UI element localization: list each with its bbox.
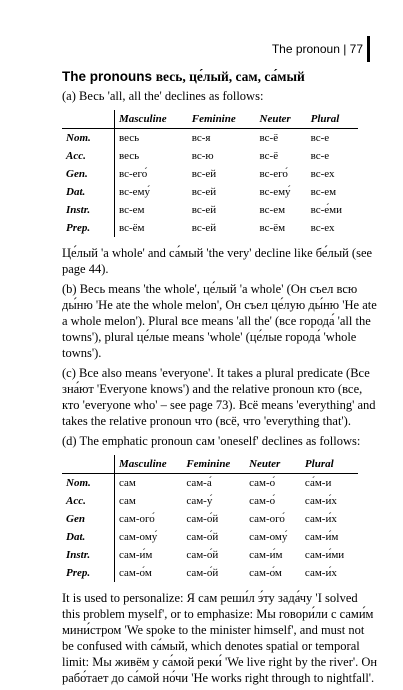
table-ves-declension — [62, 110, 358, 237]
table-header-cell: Plural — [307, 110, 358, 129]
table-cell: вс-ех — [310, 168, 335, 180]
case-label: Instr. — [62, 546, 115, 564]
case-label: Gen. — [62, 165, 115, 183]
running-head — [272, 36, 370, 62]
table-header-cell: Neuter — [245, 455, 301, 474]
table-cell: весь — [119, 150, 140, 162]
paragraph-a: (a) Весь 'all, all the' declines as follows: — [62, 89, 264, 103]
paragraph-d: (d) The emphatic pronoun сам 'oneself' declines as follows: — [62, 434, 361, 448]
table-cell: вс-ю — [191, 150, 214, 162]
table-cell: вс-е — [310, 150, 330, 162]
table-row — [62, 492, 358, 510]
table-header-cell: Feminine — [188, 110, 256, 129]
table-header-cell: Feminine — [182, 455, 245, 474]
table-cell: вс-ей — [191, 222, 217, 234]
table-cell: вс-его́ — [119, 168, 148, 180]
paragraph-final: It is used to personalize: Я сам реши́л э́ту зада́чу 'I solved this problem myself', or to emphasize: Мы говори́ли с сами́м мини́стром 'We spoke to the minister himself', and must not be confused with са́мый, which denotes spatial or temporal limit: Мы живём у са́мой реки́ 'We live right by the river'. Он рабо́тает до са́мой но́чи 'He works right through to nightfall'. — [62, 591, 378, 685]
table-row — [62, 546, 358, 564]
table-cell: вс-е́ми — [310, 204, 342, 216]
table-cell: вс-ему́ — [119, 186, 151, 198]
table-cell: вс-ей — [191, 204, 217, 216]
table-cell: вс-ем — [119, 204, 145, 216]
table-cell: сам-у́ — [186, 495, 213, 507]
table-cell: вс-ё — [259, 132, 279, 144]
table-body — [62, 129, 358, 238]
table-header-cell: Masculine — [115, 110, 188, 129]
table-row — [62, 147, 358, 165]
table-row — [62, 528, 358, 546]
header-rule — [367, 36, 370, 62]
table-row — [62, 129, 358, 148]
table-cell: сам-и́х — [304, 495, 337, 507]
table-row — [62, 183, 358, 201]
table-cell: сам-о́ — [249, 477, 276, 489]
table-body — [62, 474, 358, 583]
paragraph-b: (b) Весь means 'the whole', це́лый 'a whole' (Он съел всю ды́ню 'He ate the whole melon', Он съел це́лую ды́ню 'He ate a whole melon'). Plural все means 'all the' (все города́ 'all the towns'), plural це́лые means 'whole' (це́лые города́ 'whole towns'). — [62, 282, 377, 360]
table-cell: весь — [119, 132, 140, 144]
table-row — [62, 201, 358, 219]
table-cell: сам-и́м — [119, 549, 153, 561]
running-title: The pronoun | 77 — [271, 42, 363, 56]
table-header-cell — [62, 455, 115, 474]
table-row — [62, 510, 358, 528]
table-row — [62, 474, 358, 493]
table-cell: сам-ому́ — [119, 531, 158, 543]
table-cell: сам-ому́ — [249, 531, 288, 543]
table-cell: сам-ого́ — [249, 513, 285, 525]
table-cell: сам-о́ — [249, 495, 276, 507]
case-label: Prep. — [62, 219, 115, 237]
table-cell: вс-ем — [259, 204, 286, 216]
case-label: Nom. — [62, 474, 115, 493]
table-cell: вс-ему́ — [259, 186, 291, 198]
case-label: Dat. — [62, 183, 115, 201]
table-cell: сам-и́х — [304, 513, 337, 525]
table-header-cell: Masculine — [115, 455, 183, 474]
table-header-cell — [62, 110, 115, 129]
table-cell: вс-его́ — [259, 168, 288, 180]
case-label: Acc. — [62, 147, 115, 165]
table-cell: сам-и́м — [249, 549, 283, 561]
table-cell: са́м-и — [304, 477, 332, 489]
table-cell: вс-ех — [310, 222, 335, 234]
table-cell: вс-ё — [259, 150, 279, 162]
table-cell: вс-ем — [310, 186, 337, 198]
table-header-row — [62, 110, 358, 129]
section-title-ru: весь, це́лый, сам, са́мый — [155, 69, 305, 84]
case-label: Dat. — [62, 528, 115, 546]
case-label: Instr. — [62, 201, 115, 219]
table-cell: вс-ём — [259, 222, 286, 234]
section-title — [62, 69, 378, 85]
table-cell: сам-о́м — [249, 567, 282, 579]
table-sam-declension — [62, 455, 358, 582]
table-cell: сам-и́ми — [304, 549, 345, 561]
table-cell: сам-а́ — [186, 477, 212, 489]
case-label: Nom. — [62, 129, 115, 148]
table-row — [62, 219, 358, 237]
table-cell: сам-о́й — [186, 531, 219, 543]
table-cell: сам-ого́ — [119, 513, 155, 525]
table-row — [62, 564, 358, 582]
case-label: Prep. — [62, 564, 115, 582]
paragraph-celyj: Це́лый 'a whole' and са́мый 'the very' decline like бе́лый (see page 44). — [62, 246, 373, 276]
table-header-row — [62, 455, 358, 474]
table-cell: сам — [119, 495, 136, 507]
table-cell: сам-о́й — [186, 549, 219, 561]
paragraph-c: (c) Все also means 'everyone'. It takes a plural predicate (Все зна́ют 'Everyone knows') and the relative pronoun кто (все, кто 'everyone who' – see page 73). Всё means 'everything' and takes the relative pronoun что (всё, что 'everything that'). — [62, 366, 376, 428]
table-row — [62, 165, 358, 183]
table-cell: вс-е — [310, 132, 330, 144]
case-label: Acc. — [62, 492, 115, 510]
table-header-cell: Plural — [301, 455, 358, 474]
table-cell: сам-и́х — [304, 567, 337, 579]
table-cell: сам-о́й — [186, 567, 219, 579]
table-cell: вс-я — [191, 132, 211, 144]
case-label: Gen — [62, 510, 115, 528]
table-cell: сам-о́й — [186, 513, 219, 525]
table-header-cell: Neuter — [256, 110, 307, 129]
page-content — [62, 69, 378, 690]
table-cell: вс-ей — [191, 186, 217, 198]
table-cell: сам — [119, 477, 136, 489]
table-cell: сам-о́м — [119, 567, 152, 579]
table-cell: сам-и́м — [304, 531, 339, 543]
section-title-en: The pronouns — [62, 69, 152, 84]
table-cell: вс-ём — [119, 222, 145, 234]
table-cell: вс-ей — [191, 168, 217, 180]
